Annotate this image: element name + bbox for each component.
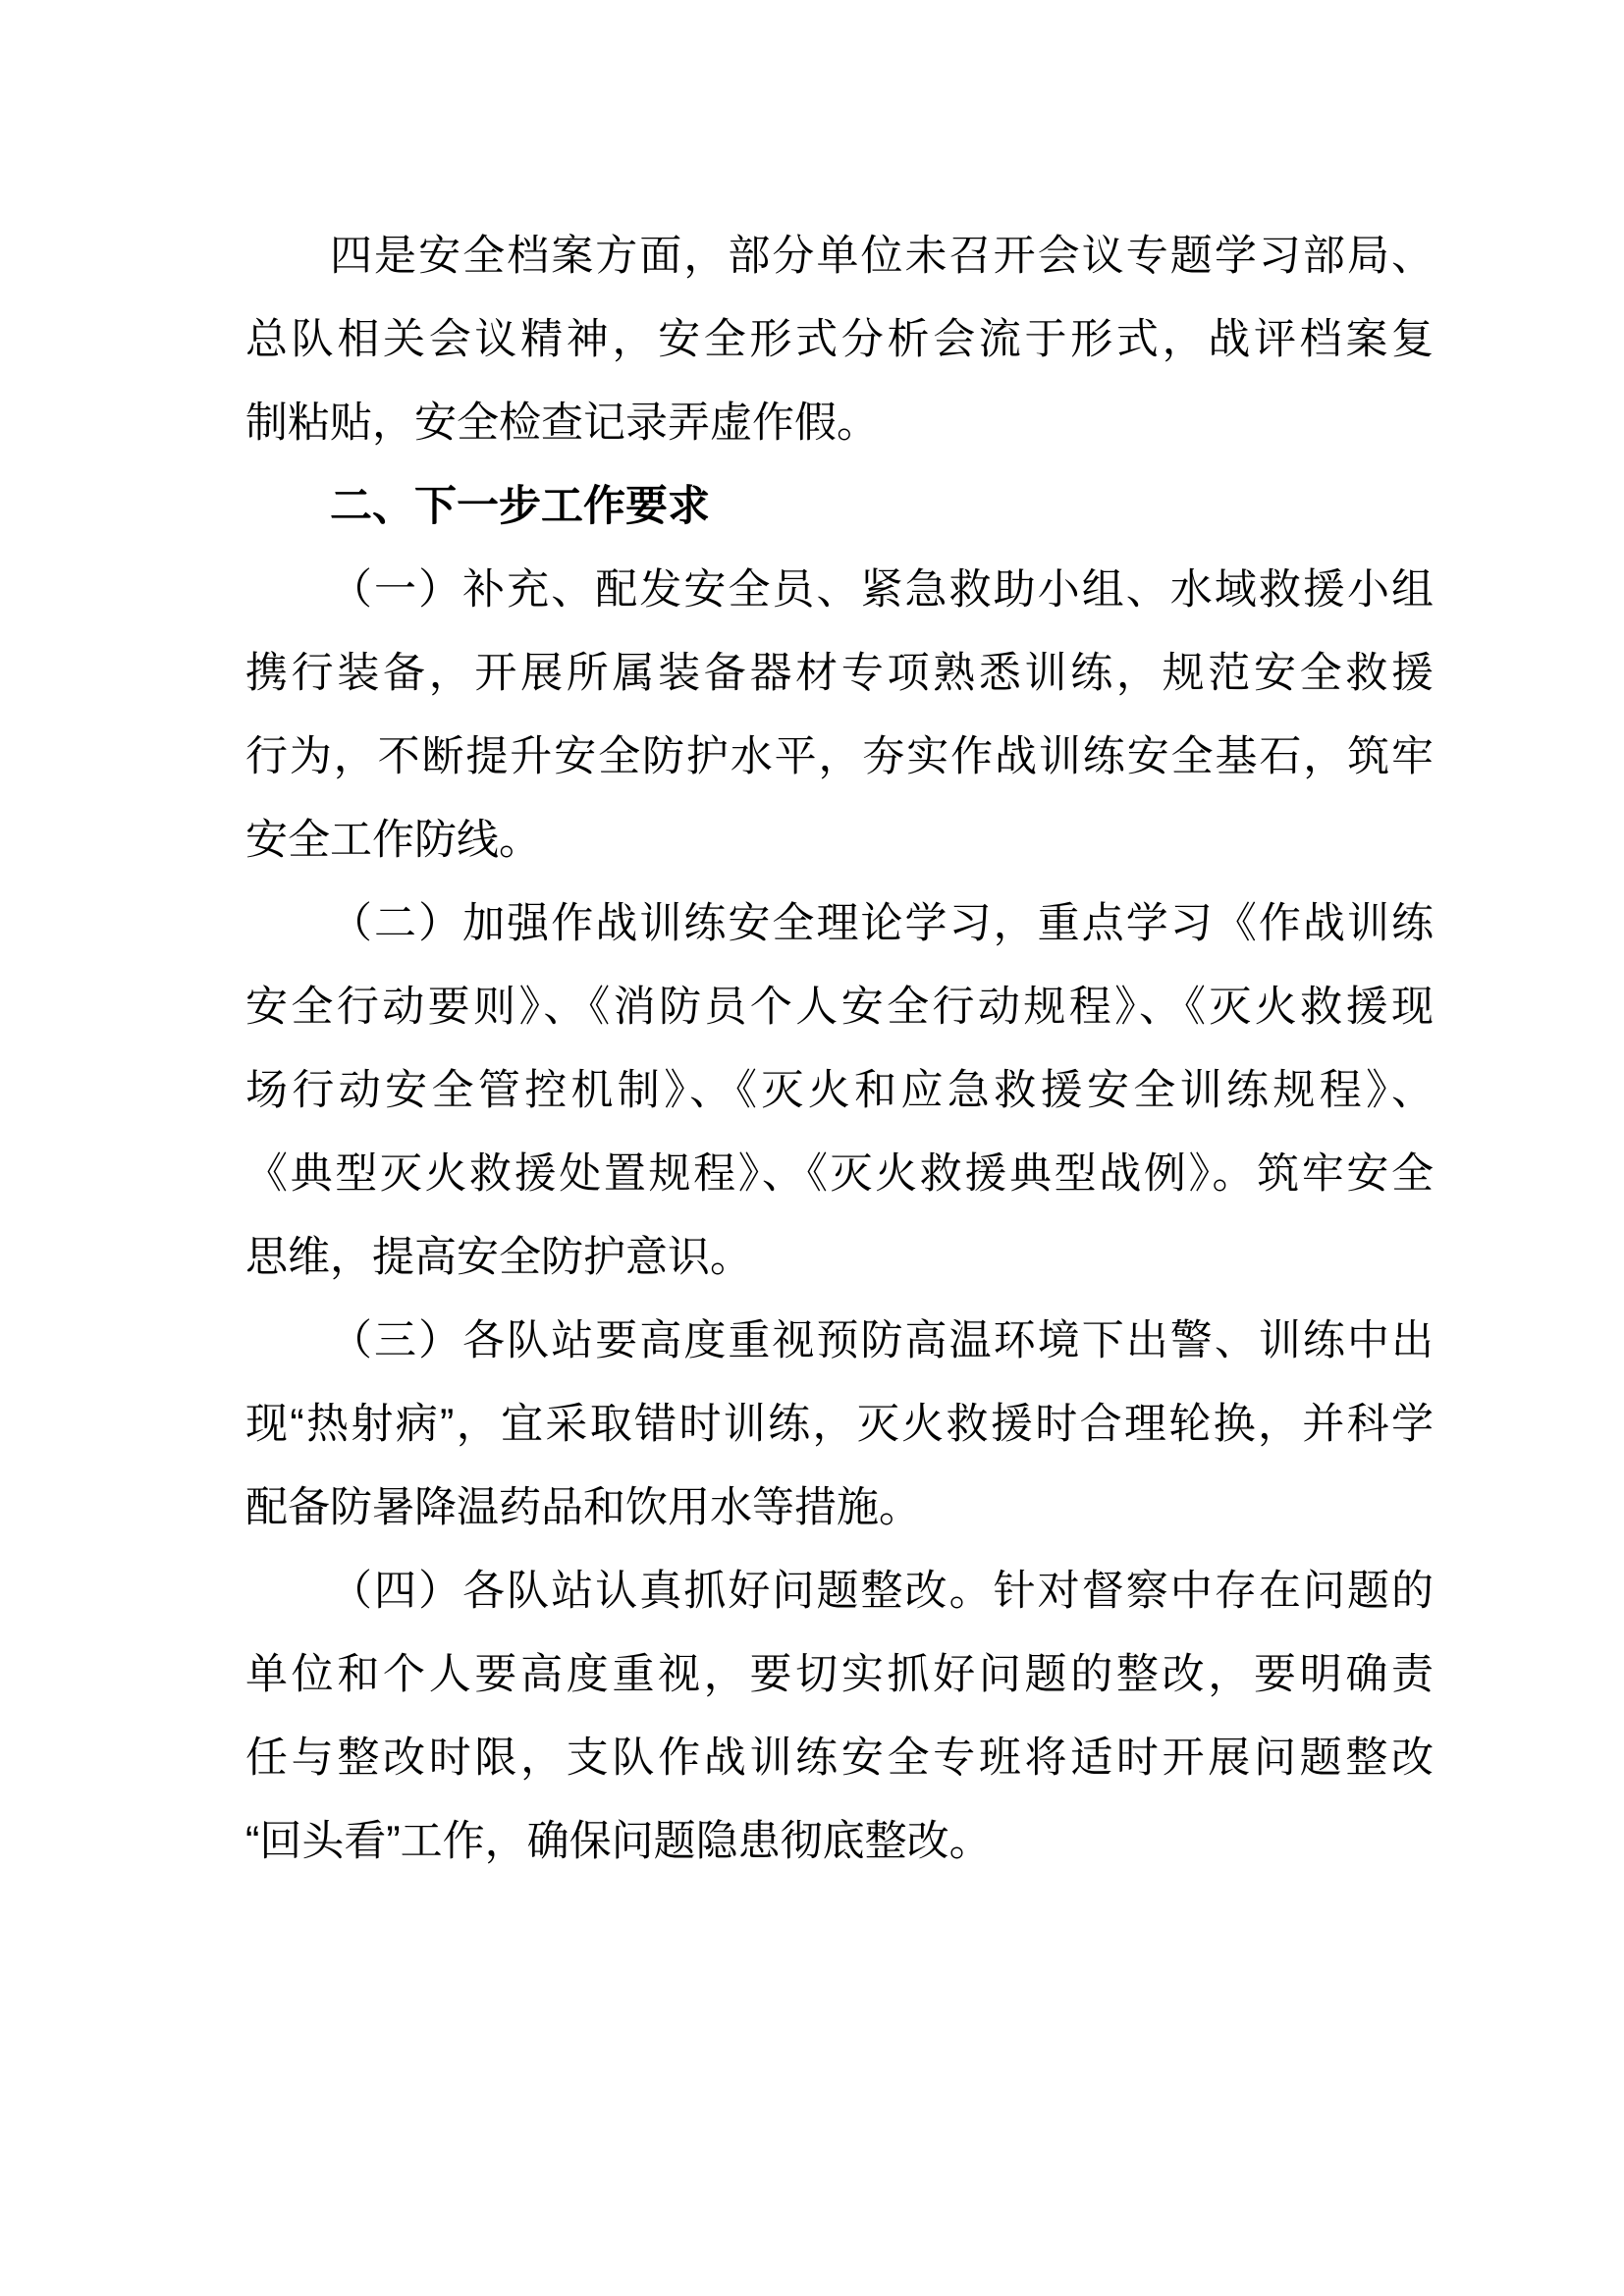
p4-line3: 配备防暑降温药品和饮用水等措施。 <box>245 1484 921 1531</box>
document-body <box>245 215 1434 1884</box>
p2-line2: 携行装备，开展所属装备器材专项熟悉训练，规范安全救援 <box>245 650 1434 697</box>
p4-line1: （三）各队站要高度重视预防高温环境下出警、训练中出 <box>330 1317 1434 1364</box>
p2-line4: 安全工作防线。 <box>245 817 541 864</box>
p1-line1: 四是安全档案方面，部分单位未召开会议专题学习部局、 <box>330 233 1434 280</box>
p3-line3: 场行动安全管控机制》、《灭火和应急救援安全训练规程》、 <box>245 1067 1434 1114</box>
p5-line1: （四）各队站认真抓好问题整改。针对督察中存在问题的 <box>330 1568 1434 1615</box>
p2-line1: （一）补充、配发安全员、紧急救助小组、水域救援小组 <box>330 566 1434 614</box>
p5-line2: 单位和个人要高度重视，要切实抓好问题的整改，要明确责 <box>245 1651 1434 1698</box>
p3-line4: 《典型灭火救援处置规程》、《灭火救援典型战例》。筑牢安全 <box>245 1150 1434 1198</box>
p2-line3: 行为，不断提升安全防护水平，夯实作战训练安全基石，筑牢 <box>245 733 1434 780</box>
p1-line2: 总队相关会议精神，安全形式分析会流于形式，战评档案复 <box>245 316 1434 363</box>
p3-line2: 安全行动要则》、《消防员个人安全行动规程》、《灭火救援现 <box>245 984 1434 1031</box>
p3-line5: 思维，提高安全防护意识。 <box>245 1234 752 1281</box>
p1-line3: 制粘贴，安全检查记录弄虚作假。 <box>245 400 879 447</box>
p5-line3: 任与整改时限，支队作战训练安全专班将适时开展问题整改 <box>245 1735 1434 1782</box>
p4-line2: 现“热射病”，宜采取错时训练，灭火救援时合理轮换，并科学 <box>245 1401 1434 1448</box>
p3-line1: （二）加强作战训练安全理论学习，重点学习《作战训练 <box>330 900 1434 947</box>
section-heading: 二、下一步工作要求 <box>330 483 710 530</box>
p5-line4: “回头看”工作，确保问题隐患彻底整改。 <box>245 1818 992 1865</box>
